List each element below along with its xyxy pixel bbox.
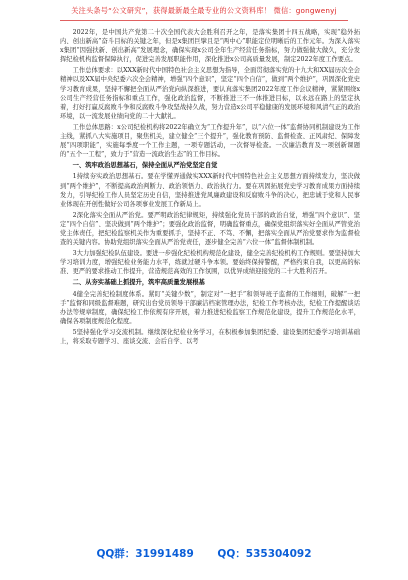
intro-paragraph: 2022年，是中国共产党第二十次全国代表大会胜利召开之年，是落实集团十四五战略，实现“稳外拓内、创出新高”奋斗目标的关键之年，但是x集团巨擘且是“两中心”职能定位明晰后的工作元年。为深入落实x集团“因强扶新、创出新高”发展理念，确保实现x公司全年生产经营任务指标，努力做强做大做久，充分发挥纪检机构监督保障执行，促进完善发展职能作用，深化推进x公司高质量发展，制定2022年度工作要点。 [60,29,360,64]
qq-group: QQ群：31991489 [96,548,194,560]
approach-paragraph: 工作总体思路：x公司纪检机构将2022年确立为“工作提升年”，以“六位一体”监督协同机制建设为工作主线，紧抓八大实施项目，聚焦机关，建立健全“三个提升”，强化教育预防、监督检查、正风肃纪、保障发展“四项职能”，实施每季度一个工作主题，一项专题活动，一次督导检查。一次廉洁教育及一项创新课题的“五个一工程”，致力于“营造一流政治生态”的工作目标。 [60,123,360,159]
item-3-paragraph: 3大力加强纪检队伍建设。要进一步强化纪检机构规范化建设，健全完善纪检机构工作规则。要坚持加大学习培训力度，增强纪检业务能力水平，练就过硬斗争本领。要始终保持警醒，严格约束自我，以更高的标准、更严的要求推动工作提升，营造规范高效的工作氛围，以优异成绩迎接党的二十大胜利召开。 [60,250,360,276]
section-heading-2: 二、从夯实基础上抓提升，筑牢高质量发展根基 [72,279,205,287]
qq-number: QQ：535304092 [217,548,312,560]
requirements-paragraph: 工作总体要求：以XXX新时代中国特色社会主义思想为指导，全面贯彻落实党的十九大和XX届历次全会精神以及XX届中央纪委六次全会精神，增强“四个意识”，坚定“四个自信”，做到“两个维护”，巩固深化党史学习教育成果，坚持不懈把全面从严治党向纵深推进，要认真落实集团2022年度工作会议精神，紧紧围绕x公司生产经营任务指标和重点工作，强化政治监督，不断推进三不一体推进目标，以永远在路上的坚定执着，打好打赢反腐败斗争和反腐败斗争攻坚战持久战，努力营造x公司平稳健康的发展环境和风清气正的政治环境，以一流发展业绩向党的二十大献礼。 [60,67,360,120]
item-2-paragraph: 2深化落实全面从严治党。要严明政治纪律规矩，持续强化党员干部的政治自觉，增强“四个意识”、坚定“四个自信”、坚决做到“两个维护”；要强化政治监督，明确监督重点，确保党组织落实好全面从严管党治党主体责任，把纪检监察机关作为重要抓手，坚持不正、不笃、不懈，把落实全面从严治党要求作为监督检查的关键内容。协助党组织落实全面从严治党责任，逐步健全完善“六位一体”监督体制机制。 [60,211,360,247]
item-5-paragraph: 5坚持强化学习交流机制。继续深化纪检业务学习，在积极参加集团纪委、建设集团纪委学习培训基础上，将采取专题学习、座谈交流、会后自学、以考 [60,328,360,345]
header-rule [60,20,348,21]
item-1-paragraph: 1持续夯实政治思想基石。要在学懂弄通做实XXX新时代中国特色社会主义思想方面持续发力，坚决做到“两个维护”，不断提高政治判断力、政治领悟力、政治执行力。要在巩固拓展党史学习教育成果方面持续发力，引导纪检工作人员坚定历史自信，坚持推进党风廉政建设和反腐败斗争的决心，把忠诚于党和人民事业体现在开创性做好公司各项事业发展工作新局上。 [60,173,360,208]
section-heading-1: 一、筑牢政治思想基石，保持全面从严治党坚定自觉 [72,162,218,170]
item-4-paragraph: 4健全完善纪检制度体系。紧盯“关键少数”，制定对“一把手”和领导班子监督的工作细则，破解“一把手”监督和同级监督难题，研究出台党员领导干部廉洁档案管理办法，纪检工作考核办法，纪检工作提醒谈话办法等规章制度，确保纪检工作依规有序开展，着力推进纪检监察工作规范化建设，提升工作规范化水平，确保各项制度规范化程度。 [60,290,360,325]
top-banner: 关注头条号“公文研究”，获得最新最全最专业的公文资料库！ 微信：gongwenyj [71,6,337,15]
document-body [60,28,360,538]
footer-contact [0,546,408,561]
